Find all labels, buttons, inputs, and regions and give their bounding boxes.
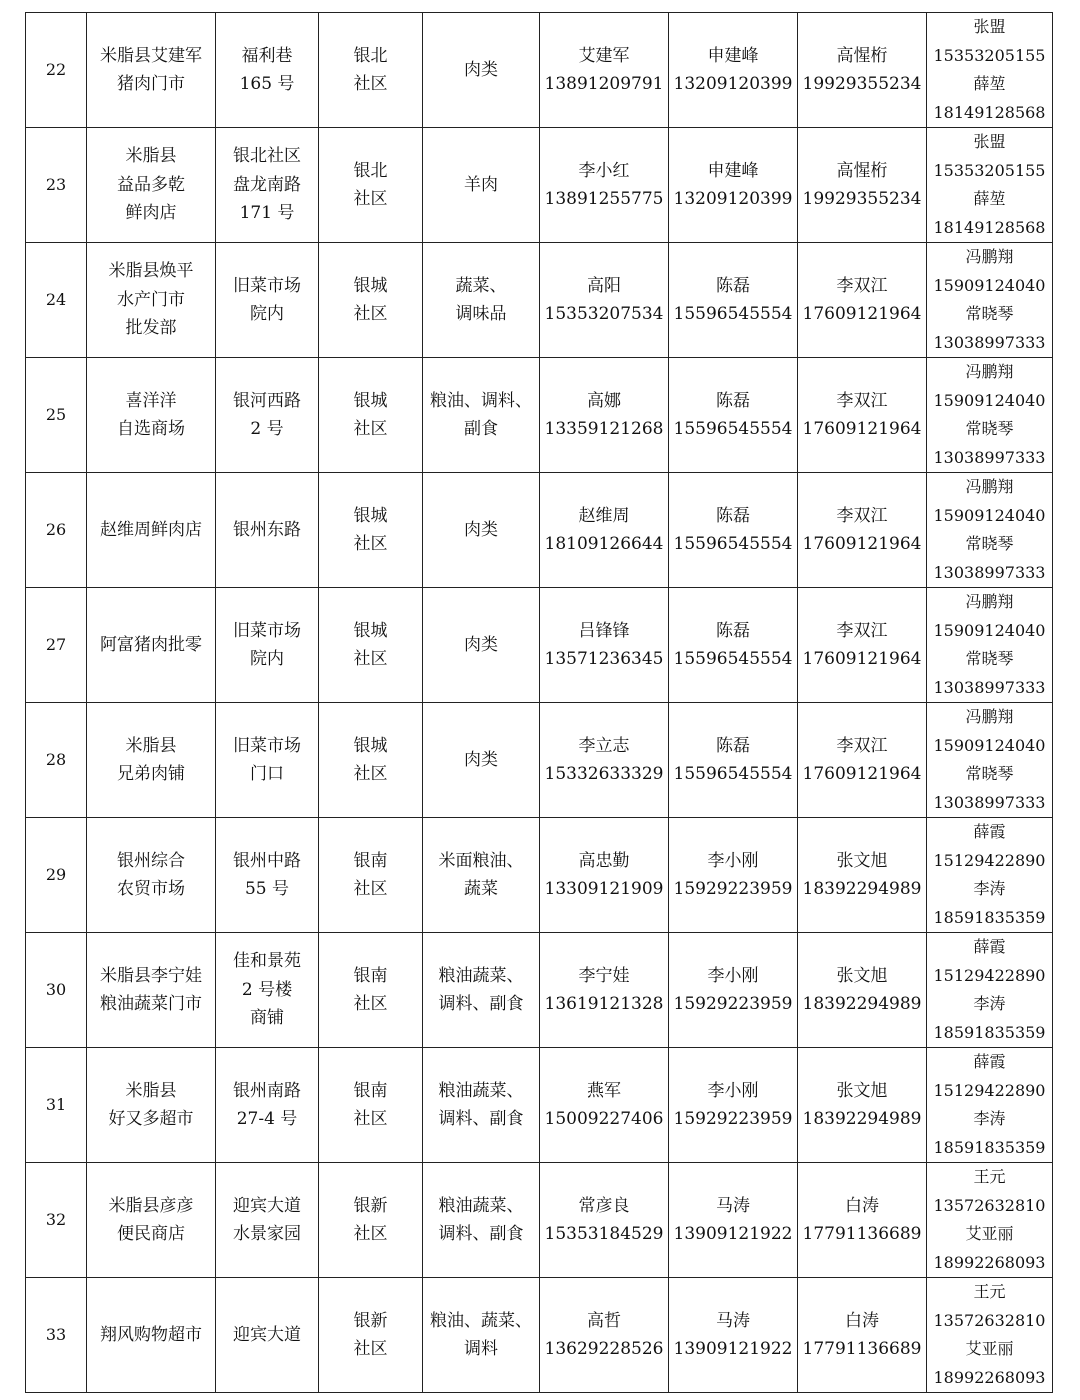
category-cell: 米面粮油、 蔬菜 [423, 818, 540, 933]
address-cell: 迎宾大道 [216, 1278, 319, 1393]
owner-contact-cell: 高忠勤 13309121909 [540, 818, 669, 933]
row-number-cell: 29 [26, 818, 87, 933]
address-cell: 银北社区 盘龙南路 171 号 [216, 128, 319, 243]
merchant-name-cell: 赵维周鲜肉店 [87, 473, 216, 588]
community-cell: 银南 社区 [319, 818, 423, 933]
grid-contact-cell: 白涛 17791136689 [798, 1278, 927, 1393]
merchant-name-cell: 米脂县彦彦 便民商店 [87, 1163, 216, 1278]
table-row [26, 1278, 1053, 1393]
address-cell: 迎宾大道 水景家园 [216, 1163, 319, 1278]
supervisor-contacts-cell: 薛霞 15129422890 李涛 18591835359 [927, 933, 1053, 1048]
category-cell: 肉类 [423, 703, 540, 818]
community-contact-cell: 申建峰 13209120399 [669, 128, 798, 243]
community-cell: 银新 社区 [319, 1163, 423, 1278]
table-row [26, 818, 1053, 933]
community-cell: 银南 社区 [319, 1048, 423, 1163]
table-row [26, 358, 1053, 473]
grid-contact-cell: 李双江 17609121964 [798, 243, 927, 358]
table-row [26, 1163, 1053, 1278]
row-number-cell: 32 [26, 1163, 87, 1278]
table-row [26, 1048, 1053, 1163]
category-cell: 粮油、调料、 副食 [423, 358, 540, 473]
community-contact-cell: 马涛 13909121922 [669, 1278, 798, 1393]
category-cell: 蔬菜、 调味品 [423, 243, 540, 358]
supervisor-contacts-cell: 冯鹏翔 15909124040 常晓琴 13038997333 [927, 473, 1053, 588]
supervisor-contacts-cell: 张盟 15353205155 薛堃 18149128568 [927, 13, 1053, 128]
owner-contact-cell: 常彦良 15353184529 [540, 1163, 669, 1278]
community-cell: 银北 社区 [319, 13, 423, 128]
category-cell: 肉类 [423, 13, 540, 128]
row-number-cell: 26 [26, 473, 87, 588]
community-cell: 银城 社区 [319, 703, 423, 818]
community-cell: 银城 社区 [319, 358, 423, 473]
grid-contact-cell: 张文旭 18392294989 [798, 933, 927, 1048]
supervisor-contacts-cell: 冯鹏翔 15909124040 常晓琴 13038997333 [927, 703, 1053, 818]
owner-contact-cell: 赵维周 18109126644 [540, 473, 669, 588]
address-cell: 银州东路 [216, 473, 319, 588]
row-number-cell: 22 [26, 13, 87, 128]
community-cell: 银城 社区 [319, 473, 423, 588]
grid-contact-cell: 李双江 17609121964 [798, 703, 927, 818]
row-number-cell: 31 [26, 1048, 87, 1163]
table-body [26, 13, 1053, 1393]
community-cell: 银北 社区 [319, 128, 423, 243]
supervisor-contacts-cell: 冯鹏翔 15909124040 常晓琴 13038997333 [927, 358, 1053, 473]
table-row [26, 128, 1053, 243]
row-number-cell: 28 [26, 703, 87, 818]
owner-contact-cell: 李立志 15332633329 [540, 703, 669, 818]
community-cell: 银城 社区 [319, 588, 423, 703]
category-cell: 粮油蔬菜、 调料、副食 [423, 933, 540, 1048]
community-contact-cell: 李小刚 15929223959 [669, 1048, 798, 1163]
grid-contact-cell: 李双江 17609121964 [798, 473, 927, 588]
community-contact-cell: 李小刚 15929223959 [669, 933, 798, 1048]
owner-contact-cell: 燕军 15009227406 [540, 1048, 669, 1163]
address-cell: 旧菜市场 院内 [216, 588, 319, 703]
merchant-name-cell: 翔风购物超市 [87, 1278, 216, 1393]
merchant-name-cell: 米脂县艾建军 猪肉门市 [87, 13, 216, 128]
grid-contact-cell: 白涛 17791136689 [798, 1163, 927, 1278]
owner-contact-cell: 艾建军 13891209791 [540, 13, 669, 128]
category-cell: 肉类 [423, 588, 540, 703]
grid-contact-cell: 高惺桁 19929355234 [798, 128, 927, 243]
merchant-contact-table [25, 12, 1053, 1393]
merchant-name-cell: 米脂县李宁娃 粮油蔬菜门市 [87, 933, 216, 1048]
owner-contact-cell: 高哲 13629228526 [540, 1278, 669, 1393]
category-cell: 羊肉 [423, 128, 540, 243]
address-cell: 旧菜市场 门口 [216, 703, 319, 818]
supervisor-contacts-cell: 冯鹏翔 15909124040 常晓琴 13038997333 [927, 588, 1053, 703]
row-number-cell: 23 [26, 128, 87, 243]
merchant-name-cell: 米脂县焕平 水产门市 批发部 [87, 243, 216, 358]
supervisor-contacts-cell: 薛霞 15129422890 李涛 18591835359 [927, 1048, 1053, 1163]
table-row [26, 473, 1053, 588]
category-cell: 粮油蔬菜、 调料、副食 [423, 1048, 540, 1163]
address-cell: 佳和景苑 2 号楼 商铺 [216, 933, 319, 1048]
address-cell: 银河西路 2 号 [216, 358, 319, 473]
owner-contact-cell: 高娜 13359121268 [540, 358, 669, 473]
grid-contact-cell: 李双江 17609121964 [798, 588, 927, 703]
merchant-name-cell: 喜洋洋 自选商场 [87, 358, 216, 473]
community-cell: 银新 社区 [319, 1278, 423, 1393]
community-contact-cell: 陈磊 15596545554 [669, 358, 798, 473]
supervisor-contacts-cell: 薛霞 15129422890 李涛 18591835359 [927, 818, 1053, 933]
row-number-cell: 24 [26, 243, 87, 358]
owner-contact-cell: 高阳 15353207534 [540, 243, 669, 358]
merchant-name-cell: 阿富猪肉批零 [87, 588, 216, 703]
address-cell: 福利巷 165 号 [216, 13, 319, 128]
community-cell: 银城 社区 [319, 243, 423, 358]
row-number-cell: 30 [26, 933, 87, 1048]
category-cell: 粮油蔬菜、 调料、副食 [423, 1163, 540, 1278]
merchant-name-cell: 米脂县 兄弟肉铺 [87, 703, 216, 818]
merchant-name-cell: 米脂县 好又多超市 [87, 1048, 216, 1163]
community-contact-cell: 申建峰 13209120399 [669, 13, 798, 128]
community-contact-cell: 陈磊 15596545554 [669, 243, 798, 358]
merchant-name-cell: 米脂县 益品多乾 鲜肉店 [87, 128, 216, 243]
community-contact-cell: 陈磊 15596545554 [669, 588, 798, 703]
community-cell: 银南 社区 [319, 933, 423, 1048]
grid-contact-cell: 张文旭 18392294989 [798, 1048, 927, 1163]
supervisor-contacts-cell: 王元 13572632810 艾亚丽 18992268093 [927, 1278, 1053, 1393]
grid-contact-cell: 张文旭 18392294989 [798, 818, 927, 933]
address-cell: 银州南路 27-4 号 [216, 1048, 319, 1163]
table-row [26, 703, 1053, 818]
community-contact-cell: 陈磊 15596545554 [669, 703, 798, 818]
row-number-cell: 27 [26, 588, 87, 703]
table-row [26, 933, 1053, 1048]
owner-contact-cell: 李宁娃 13619121328 [540, 933, 669, 1048]
supervisor-contacts-cell: 冯鹏翔 15909124040 常晓琴 13038997333 [927, 243, 1053, 358]
table-row [26, 588, 1053, 703]
grid-contact-cell: 高惺桁 19929355234 [798, 13, 927, 128]
community-contact-cell: 马涛 13909121922 [669, 1163, 798, 1278]
merchant-name-cell: 银州综合 农贸市场 [87, 818, 216, 933]
address-cell: 旧菜市场 院内 [216, 243, 319, 358]
table-row [26, 13, 1053, 128]
owner-contact-cell: 李小红 13891255775 [540, 128, 669, 243]
category-cell: 粮油、蔬菜、 调料 [423, 1278, 540, 1393]
community-contact-cell: 李小刚 15929223959 [669, 818, 798, 933]
row-number-cell: 25 [26, 358, 87, 473]
owner-contact-cell: 吕锋锋 13571236345 [540, 588, 669, 703]
row-number-cell: 33 [26, 1278, 87, 1393]
grid-contact-cell: 李双江 17609121964 [798, 358, 927, 473]
community-contact-cell: 陈磊 15596545554 [669, 473, 798, 588]
supervisor-contacts-cell: 王元 13572632810 艾亚丽 18992268093 [927, 1163, 1053, 1278]
address-cell: 银州中路 55 号 [216, 818, 319, 933]
supervisor-contacts-cell: 张盟 15353205155 薛堃 18149128568 [927, 128, 1053, 243]
category-cell: 肉类 [423, 473, 540, 588]
table-row [26, 243, 1053, 358]
